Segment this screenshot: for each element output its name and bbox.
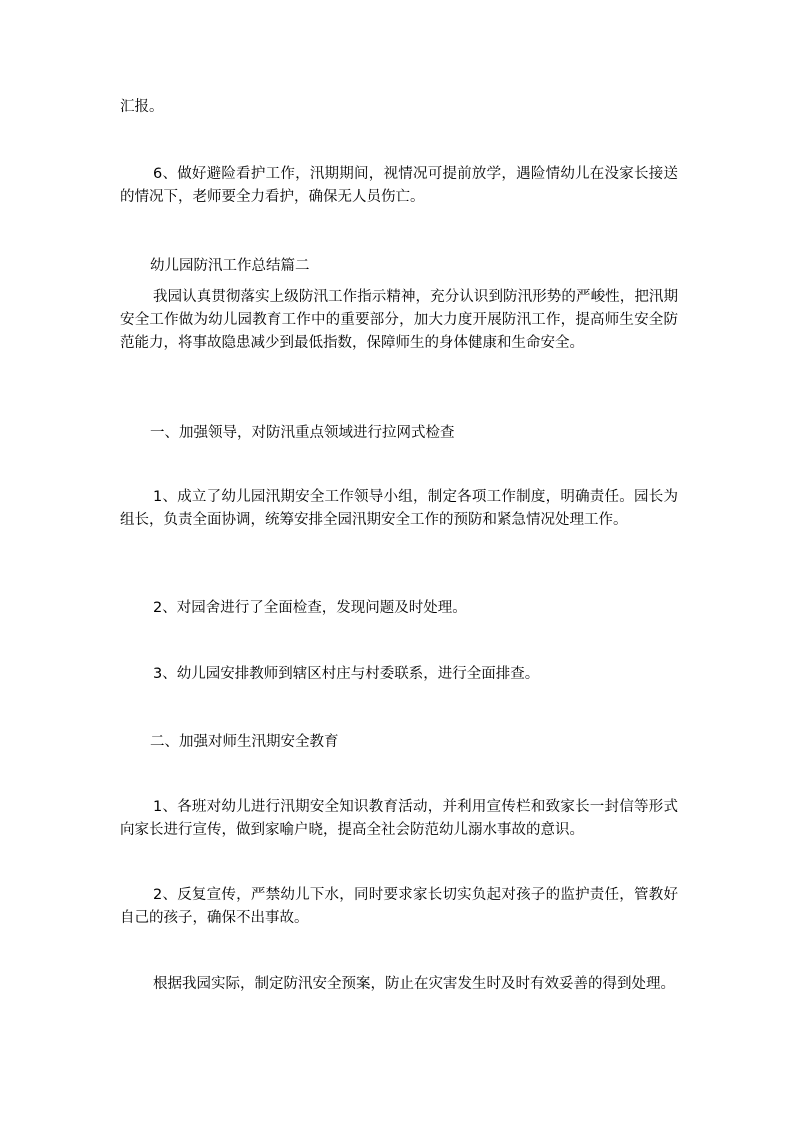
paragraph-emergency-plan: 根据我园实际，制定防汛安全预案，防止在灾害发生时及时有效妥善的得到处理。 — [153, 976, 675, 992]
paragraph-item-3-village-check: 3、幼儿园安排教师到辖区村庄与村委联系，进行全面排查。 — [153, 666, 540, 682]
paragraph-item-1-leadership-group: 1、成立了幼儿园汛期安全工作领导小组，制定各项工作制度，明确责任。园长为组长，负责全面协调，统筹安排全园汛期安全工作的预防和紧急情况处理工作。 — [120, 489, 678, 528]
paragraph-intro: 我园认真贯彻落实上级防汛工作指示精神，充分认识到防汛形势的严峻性，把汛期安全工作做为幼儿园教育工作中的重要部分，加大力度开展防汛工作，提高师生安全防范能力，将事故隐患减少到最低指数，保障师生的身体健康和生命安全。 — [120, 289, 678, 351]
paragraph-report-ending: 汇报。 — [120, 99, 164, 115]
paragraph-item-6-evacuation-care: 6、做好避险看护工作，汛期期间，视情况可提前放学，遇险情幼儿在没家长接送的情况下，老师要全力看护，确保无人员伤亡。 — [120, 166, 678, 205]
paragraph-item-2-repeated-publicity: 2、反复宣传，严禁幼儿下水，同时要求家长切实负起对孩子的监护责任，管教好自己的孩子，确保不出事故。 — [120, 887, 678, 926]
paragraph-item-2-inspection: 2、对园舍进行了全面检查，发现问题及时处理。 — [153, 600, 467, 616]
section-title-summary-part-two: 幼儿园防汛工作总结篇二 — [150, 258, 310, 274]
heading-safety-education: 二、加强对师生汛期安全教育 — [150, 734, 339, 750]
paragraph-item-1-education-activities: 1、各班对幼儿进行汛期安全知识教育活动，并利用宣传栏和致家长一封信等形式向家长进行宣传，做到家喻户晓，提高全社会防范幼儿溺水事故的意识。 — [120, 799, 678, 838]
heading-strengthen-leadership: 一、加强领导，对防汛重点领域进行拉网式检查 — [150, 425, 455, 441]
